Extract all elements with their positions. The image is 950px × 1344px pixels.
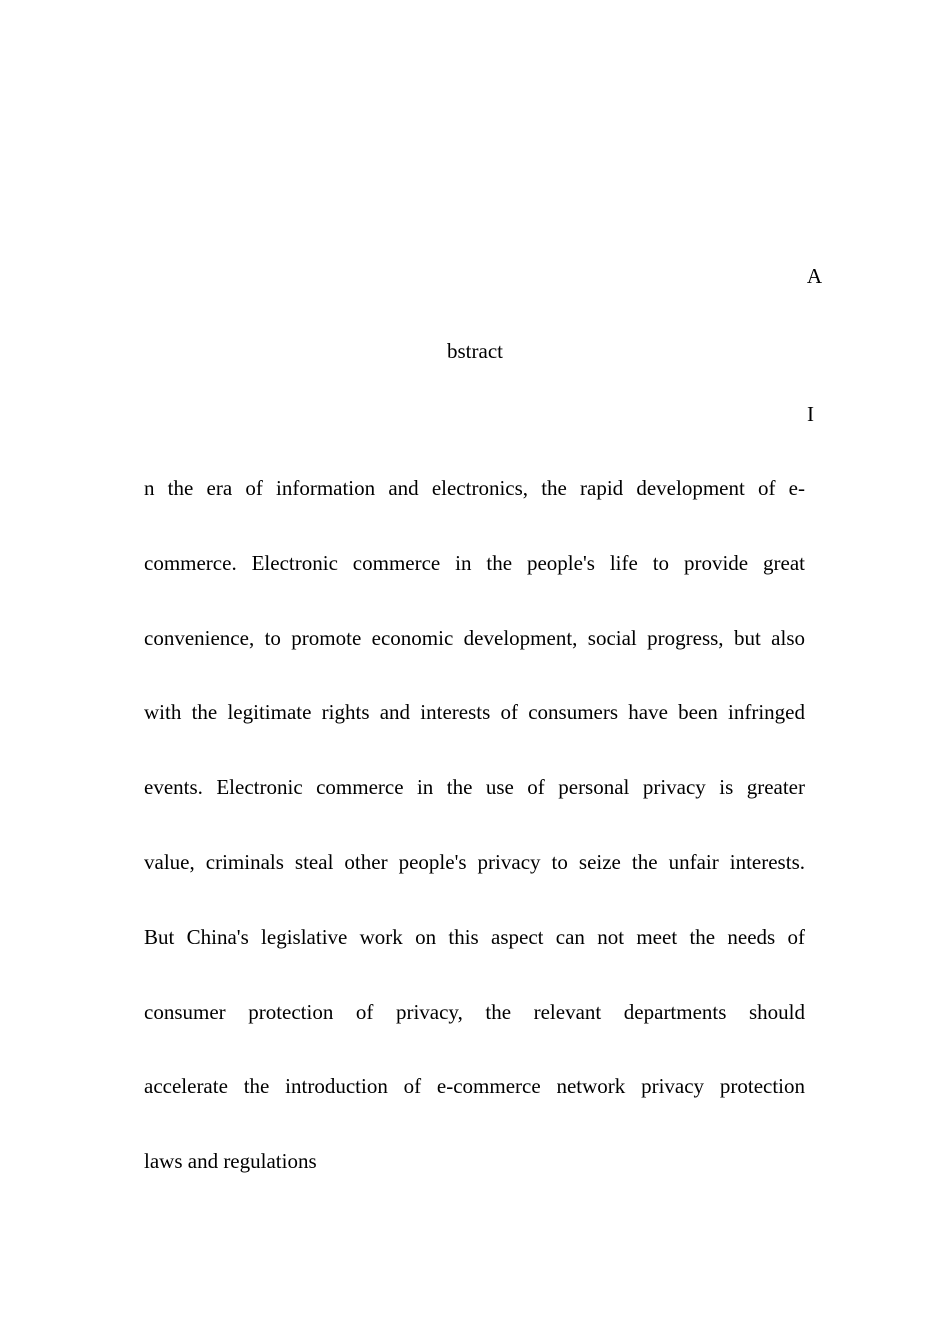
body-line: laws and regulations: [144, 1149, 317, 1174]
body-line: commerce. Electronic commerce in the people's life to provide great: [144, 550, 805, 575]
abstract-body: [144, 476, 805, 1224]
body-line: with the legitimate rights and interests of consumers have been infringed: [144, 700, 805, 725]
body-line: But China's legislative work on this aspect can not meet the needs of: [144, 924, 805, 949]
drop-cap-i: I: [807, 402, 814, 426]
body-line: n the era of information and electronics, the rapid development of e-: [144, 476, 805, 500]
body-line: consumer protection of privacy, the relevant departments should: [144, 999, 805, 1024]
body-line: convenience, to promote economic development, social progress, but also: [144, 625, 805, 650]
body-line: value, criminals steal other people's privacy to seize the unfair interests.: [144, 849, 805, 874]
body-line: events. Electronic commerce in the use of personal privacy is greater: [144, 775, 805, 800]
abstract-heading: bstract: [447, 339, 503, 363]
body-line: accelerate the introduction of e-commerce network privacy protection: [144, 1074, 805, 1099]
drop-cap-a: A: [806, 264, 822, 288]
